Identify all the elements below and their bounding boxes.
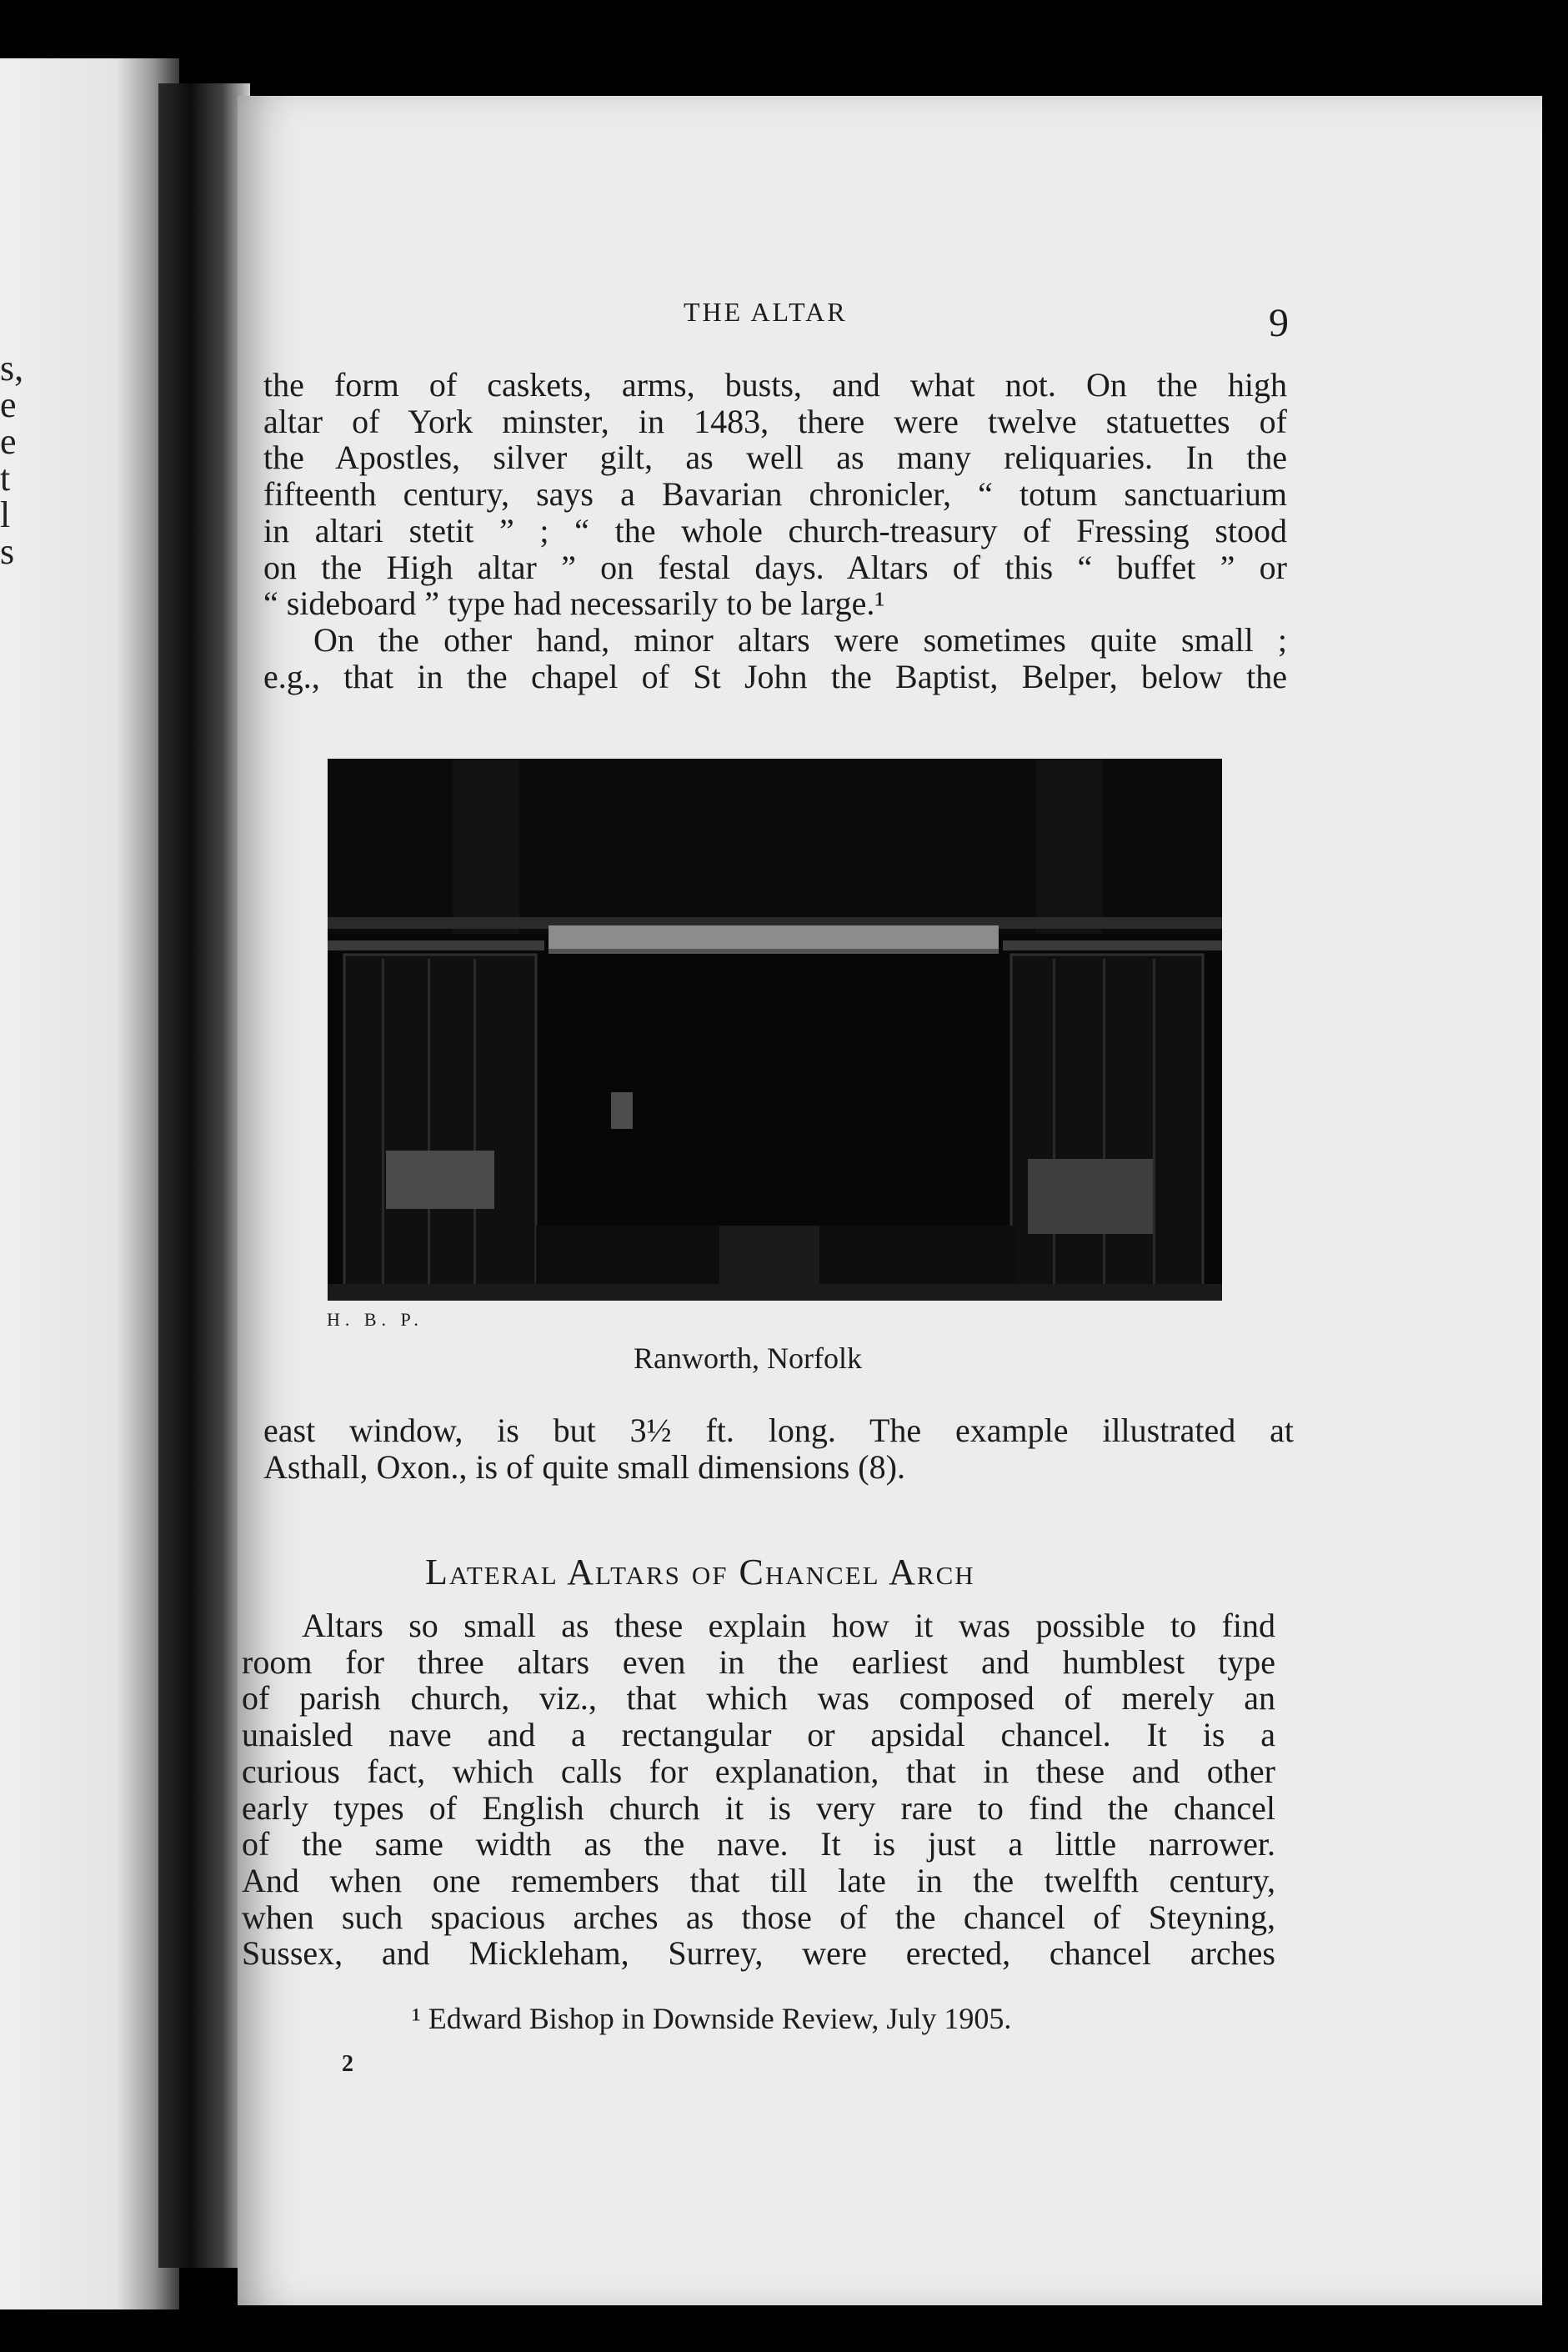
paragraph-2 [263,622,1287,695]
left-page-edge-text [0,348,24,572]
text-line: fifteenth century, says a Bavarian chronicler, “ totum sanctuarium [263,475,1287,514]
text-line: e.g., that in the chapel of St John the Baptist, Belper, below the [263,657,1287,695]
text-line: Asthall, Oxon., is of quite small dimensions (8). [263,1447,905,1486]
text-line: on the High altar ” on festal days. Altars of this “ buffet ” or [263,548,1287,586]
paragraph-4 [242,1607,1275,1972]
left-page [0,58,179,2309]
text-line: the Apostles, silver gilt, as well as many reliquaries. In the [263,439,1287,477]
text-line: early types of English church it is very rare to find the chancel [242,1788,1275,1827]
text-line: room for three altars even in the earliest and humblest type [242,1642,1275,1681]
figure-caption: Ranworth, Norfolk [634,1341,862,1375]
photo-credit: H. B. P. [327,1309,423,1330]
text-line: in altari stetit ” ; “ the whole church-treasury of Fressing stood [263,511,1287,549]
altar-photo-illustration [328,759,1222,1301]
text-line: unaisled nave and a rectangular or apsidal chancel. It is a [242,1716,1275,1754]
left-edge-char: s, [0,348,24,389]
text-line: when such spacious arches as those of the chancel of Steyning, [242,1898,1275,1936]
book-gutter [158,83,250,2268]
text-line: “ sideboard ” type had necessarily to be large.¹ [263,584,885,623]
text-line: Sussex, and Mickleham, Surrey, were erected, chancel arches [242,1934,1275,1973]
footnote: ¹ Edward Bishop in Downside Review, July 1905. [412,2002,1012,2035]
left-edge-char: s [0,531,15,572]
signature-mark: 2 [342,2051,353,2077]
paragraph-3 [263,1412,1294,1485]
section-heading: Lateral Altars of Chancel Arch [425,1552,975,1592]
text-line: the form of caskets, arms, busts, and what not. On the high [263,366,1287,404]
left-edge-char: e [0,384,17,425]
left-edge-char: t [0,458,11,499]
text-line: Altars so small as these explain how it was possible to find [302,1607,1275,1644]
paragraph-1 [263,367,1287,622]
left-edge-char: l [0,494,11,535]
text-line: On the other hand, minor altars were sometimes quite small ; [313,621,1287,659]
text-line: curious fact, which calls for explanation, that in these and other [242,1752,1275,1790]
text-line: And when one remembers that till late in the twelfth century, [242,1861,1275,1899]
altar-photograph [328,759,1222,1301]
text-line: of the same width as the nave. It is just a little narrower. [242,1825,1275,1863]
running-header: THE ALTAR [684,297,848,327]
text-line: altar of York minster, in 1483, there were twelve statuettes of [263,402,1287,440]
page-number: 9 [1269,301,1289,345]
text-line: east window, is but 3½ ft. long. The example illustrated at [263,1412,1294,1449]
text-line: of parish church, viz., that which was composed of merely an [242,1679,1275,1718]
left-edge-char: e [0,421,17,462]
